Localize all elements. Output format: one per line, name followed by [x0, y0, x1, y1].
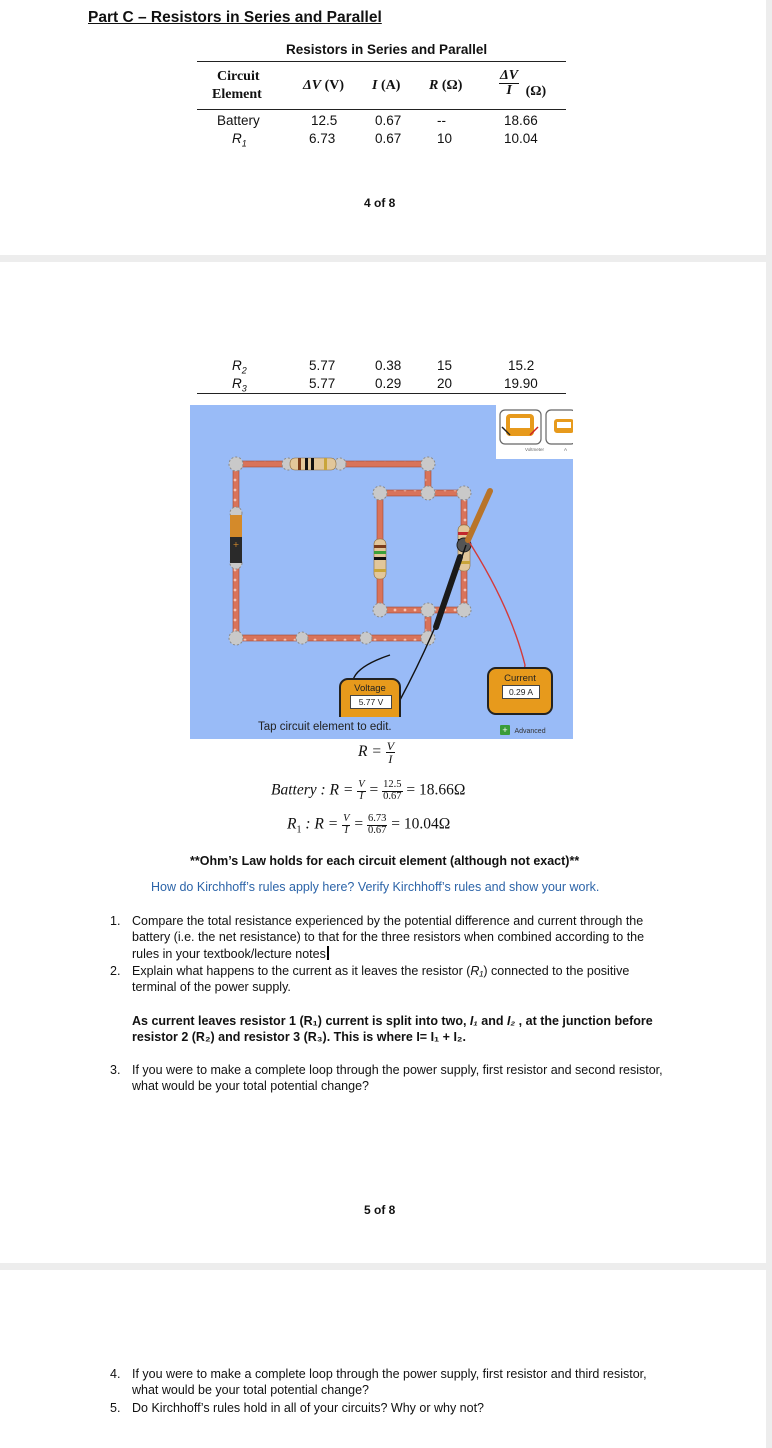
cell-element: $R_1$	[232, 131, 247, 149]
header-voltage-symbol: ΔV	[303, 78, 322, 93]
document-page-4	[0, 0, 766, 255]
r1-value-fraction: $\frac{6.73}{0.67}$	[367, 813, 387, 836]
voltmeter-readout: 5.77 V	[350, 695, 392, 709]
header-ratio	[499, 69, 546, 98]
ammeter-label: Current	[504, 673, 536, 684]
ammeter-readout: 0.29 A	[502, 685, 540, 699]
header-ratio-numerator: ΔV	[500, 68, 519, 83]
cell-resistance: 10	[437, 131, 453, 146]
table-top-rule	[197, 61, 566, 62]
table-bottom-rule	[197, 393, 566, 394]
cell-current: 0.38	[375, 358, 402, 373]
header-current-symbol: I	[372, 78, 378, 93]
probe-red[interactable]	[468, 491, 490, 540]
wire-outer-bottom[interactable]	[236, 635, 431, 641]
header-ratio-fraction	[499, 69, 519, 98]
cell-resistance: 15	[437, 358, 453, 373]
header-element-line2: Element	[212, 87, 262, 102]
ohms-law-note: **Ohm’s Law holds for each circuit element (although not exact)**	[190, 854, 580, 868]
cell-resistance: 20	[437, 376, 453, 391]
circuit-simulation[interactable]	[190, 405, 573, 739]
text-caret	[327, 946, 329, 960]
header-current	[372, 78, 400, 94]
answer-2: As current leaves resistor 1 (R₁) current is split into two, I₁ and I₂ , at the junction before resistor 2 (R₂) and resistor 3 (R₃). This is where I= I₁ + I₂.	[132, 1014, 653, 1045]
cell-voltage: 6.73	[309, 131, 336, 146]
r1-equation: $R_1$ : R = $\frac{V}{I}$ = $\frac{6.73}{0.67} = 10.04\Omega$	[287, 813, 451, 836]
page-number: 4 of 8	[364, 196, 396, 210]
header-resistance-unit: (Ω)	[441, 78, 463, 93]
header-voltage	[303, 78, 344, 94]
ammeter-tool-icon[interactable]	[554, 419, 573, 433]
cell-ratio: 15.2	[508, 358, 535, 373]
cell-element: Battery	[217, 113, 260, 128]
ohms-law-fraction: $\frac{V}{I}$	[386, 739, 395, 766]
table-title: Resistors in Series and Parallel	[286, 42, 488, 57]
cell-ratio: 18.66	[504, 113, 538, 128]
cell-voltage: 12.5	[311, 113, 338, 128]
page-number: 5 of 8	[364, 1203, 396, 1217]
header-resistance-symbol: R	[429, 78, 439, 93]
part-title: Part C – Resistors in Series and Parallel	[88, 9, 382, 26]
plus-icon: +	[500, 725, 510, 735]
voltmeter-tool-icon[interactable]	[502, 414, 538, 436]
resistor-r1[interactable]	[290, 458, 336, 470]
voltmeter-label: Voltage	[354, 683, 386, 694]
cell-ratio: 19.90	[504, 376, 538, 391]
cell-resistance: --	[437, 113, 446, 128]
battery-ratio-fraction: $\frac{V}{I}$	[358, 779, 365, 802]
cell-ratio: 10.04	[504, 131, 538, 146]
cell-voltage: 5.77	[309, 376, 336, 391]
battery-value-fraction: $\frac{12.5}{0.67}$	[383, 779, 402, 802]
document-page-6: 4. If you were to make a complete loop through the power supply, first resistor and third resistor, what would be your total potential change? 5. Do Kirchhoff’s rules hold in all of your circuits? Why or why not?	[0, 1270, 766, 1448]
svg-text:+: +	[232, 540, 240, 549]
header-element-line1: Circuit	[217, 69, 260, 84]
battery-element[interactable]	[230, 515, 242, 563]
kirchhoff-prompt: How do Kirchhoff’s rules apply here? Verify Kirchhoff’s rules and show your work.	[151, 880, 600, 894]
cell-voltage: 5.77	[309, 358, 336, 373]
ammeter-tool-label: A	[564, 447, 568, 452]
voltmeter-tool-label: Voltmeter	[524, 447, 544, 452]
header-ratio-unit: (Ω)	[525, 83, 547, 99]
cell-current: 0.67	[375, 113, 402, 128]
header-current-unit: (A)	[380, 78, 401, 93]
advanced-toggle[interactable]	[500, 720, 546, 738]
document-page-5: $R_2$ 5.77 0.38 15 15.2 $R_3$ 5.77 0.29 20 19.90 + Voltmeter A + Advanced Voltage 5.77 V Current 0.29 A Tap circuit element to edit. R = $\frac{V}{I}$ Battery : R = $\frac{V}{I}$ = $\frac{12.5}{0.67} = 18.66\Omega$ $R_1$ : R = $\frac{V}{I}$ = $\frac{6.73}{0.67} = 10.04\Omega$ **Ohm’s Law holds for each circuit element (although not exact)** How do Kirchhoff’s rules apply here? Verify Kirchhoff’s rules and show your work. 1. Compare the total resistance experienced by the potential difference and current through the battery (i.e. the net resistance) to that for the three resistors when combined according to the rules in your textbook/lecture notes 2. Explain what happens to the current as it leaves the resistor (R₁) connected to the positive terminal of the power supply. As current leaves resistor 1 (R₁) current is split into two, I₁ and I₂ , at the junction before resistor 2 (R₂) and resistor 3 (R₃). This is where I= I₁ + I₂. 3. If you were to make a complete loop through the power supply, first resistor and second resistor, what would be your total potential change? 5 of 8	[0, 262, 766, 1263]
junction-nodes[interactable]	[229, 457, 471, 645]
table-header-rule	[197, 109, 566, 110]
sim-hint: Tap circuit element to edit.	[258, 721, 392, 733]
cell-current: 0.29	[375, 376, 402, 391]
ohms-law-equation: R = $\frac{V}{I}$	[358, 739, 395, 766]
advanced-label: Advanced	[514, 728, 546, 735]
battery-equation: Battery : R = $\frac{V}{I}$ = $\frac{12.5}{0.67} = 18.66\Omega$	[271, 779, 466, 802]
cell-current: 0.67	[375, 131, 402, 146]
cell-element: $R_3$	[232, 376, 247, 394]
probe-black[interactable]	[436, 557, 460, 627]
r1-ratio-fraction: $\frac{V}{I}$	[343, 813, 350, 836]
header-resistance	[429, 78, 462, 94]
header-ratio-denominator: I	[506, 83, 512, 98]
cell-element: $R_2$	[232, 358, 247, 376]
resistor-r2[interactable]	[374, 539, 386, 579]
header-voltage-unit: (V)	[324, 78, 345, 93]
